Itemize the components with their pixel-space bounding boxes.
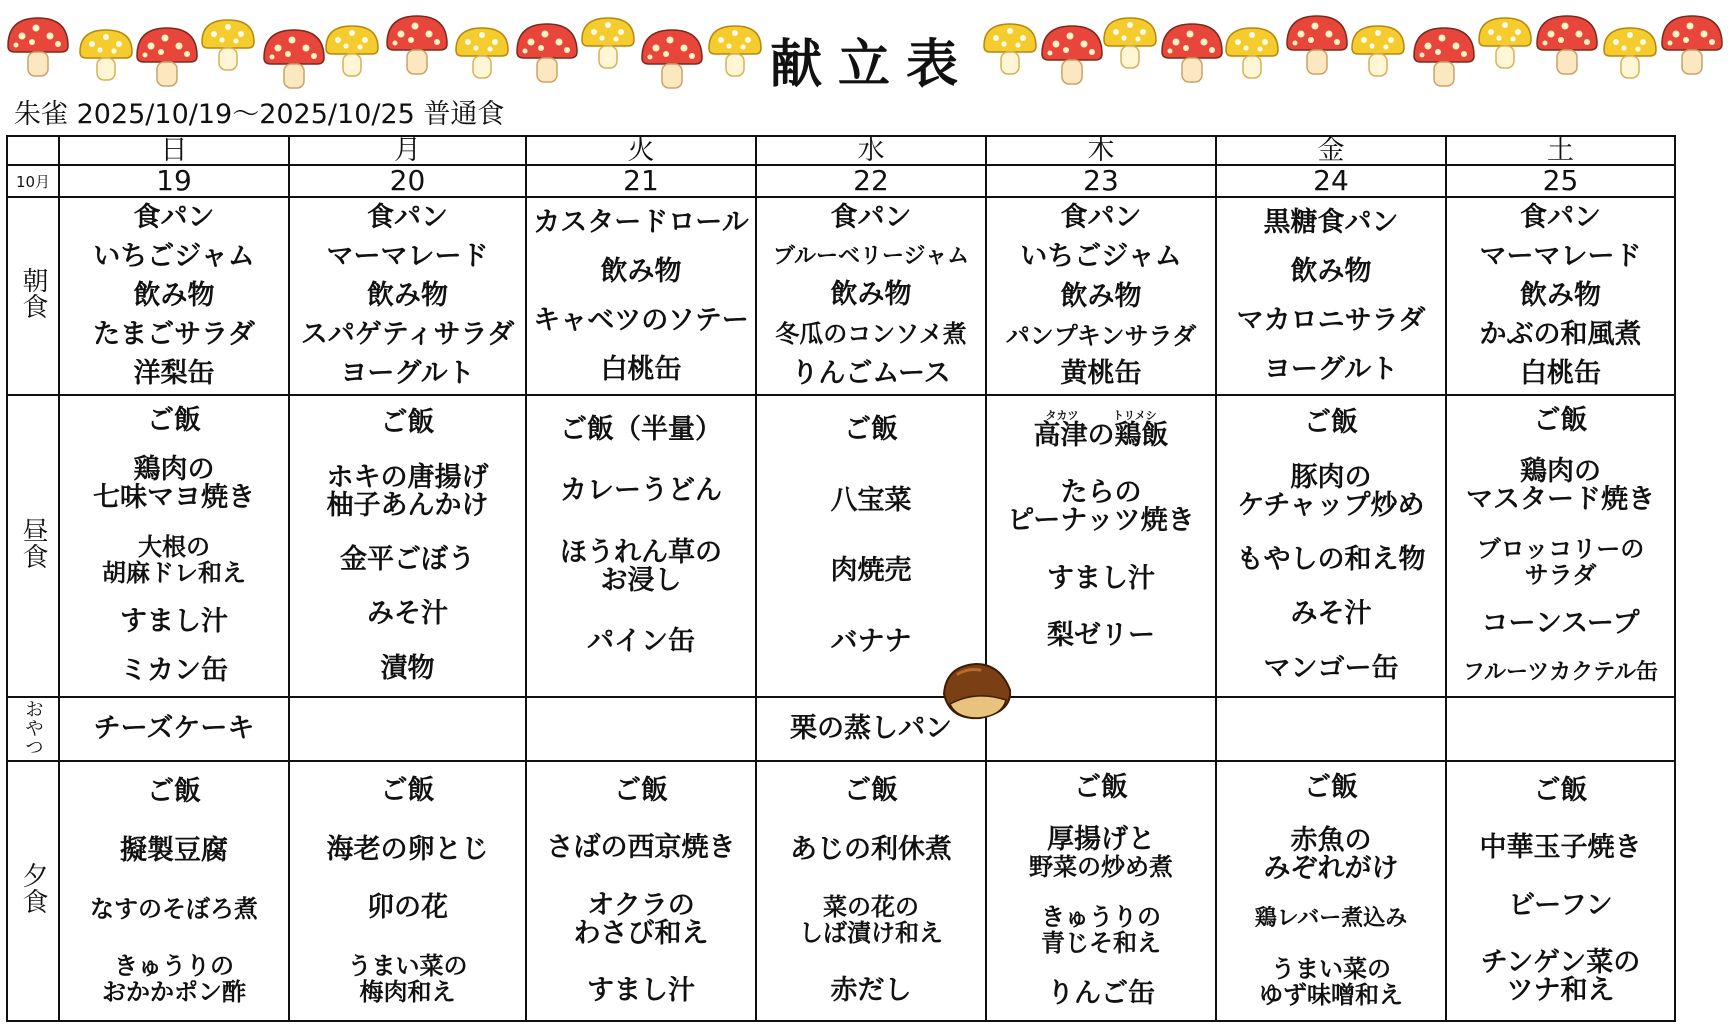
menu-item: チーズケーキ — [93, 713, 255, 744]
menu-item: ご飯 — [1074, 772, 1128, 803]
menu-item-group — [1034, 410, 1169, 450]
menu-item: りんご缶 — [1047, 978, 1155, 1009]
menu-item: 鶏肉の — [133, 454, 215, 486]
menu-item: ご飯 — [614, 774, 668, 806]
menu-item: ご飯（半量） — [560, 414, 722, 445]
dinner-row — [7, 761, 1675, 1021]
menu-item: りんごムース — [791, 357, 951, 389]
breakfast-cell-fri — [1216, 197, 1446, 395]
menu-item: 梨ゼリー — [1047, 619, 1155, 651]
menu-item: ゆず味噌和え — [1259, 980, 1403, 1009]
breakfast-cell-mon — [289, 197, 526, 395]
corner-cell — [7, 136, 59, 165]
menu-item: 飲み物 — [1060, 280, 1142, 312]
menu-item: あじの利休煮 — [790, 833, 952, 865]
menu-item-group — [1029, 826, 1173, 880]
menu-item: うまい菜の — [1271, 954, 1391, 983]
menu-item: さばの西京焼き — [546, 832, 736, 864]
menu-item: ブルーベリージャム — [772, 243, 970, 269]
menu-item-group — [1466, 455, 1655, 515]
menu-item: 飲み物 — [1520, 279, 1601, 311]
menu-item: 金平ごぼう — [340, 543, 475, 575]
breakfast-cell-tue — [526, 197, 756, 395]
ruby-torimeshi: トリメシ — [1112, 409, 1157, 422]
menu-item: 白桃缶 — [600, 353, 682, 385]
breakfast-cell-wed — [756, 197, 986, 395]
menu-item: 洋梨缶 — [133, 358, 215, 390]
menu-item: チンゲン菜の — [1480, 947, 1641, 979]
date-20: 20 — [289, 165, 526, 197]
menu-item-group — [560, 536, 722, 596]
menu-item: 飲み物 — [600, 255, 682, 287]
menu-item: すまし汁 — [1047, 562, 1155, 594]
menu-item: サラダ — [1524, 560, 1597, 589]
menu-item: マーマレード — [326, 240, 489, 272]
page-title: 献立表 — [770, 35, 975, 95]
menu-item: 飲み物 — [830, 278, 912, 310]
lunch-cell-sat — [1446, 395, 1675, 697]
menu-item: ホキの唐揚げ — [326, 461, 489, 493]
menu-item: パンプキンサラダ — [1005, 321, 1197, 350]
menu-item: パイン缶 — [587, 625, 695, 657]
menu-item: すまし汁 — [587, 975, 695, 1007]
menu-item: ツナ和え — [1506, 975, 1615, 1007]
menu-item: 八宝菜 — [830, 484, 912, 516]
menu-item: 擬製豆腐 — [120, 834, 228, 866]
snack-cell-thu — [986, 697, 1216, 761]
weekday-tue: 火 — [526, 136, 756, 165]
menu-item: 赤魚の — [1290, 824, 1372, 856]
menu-item: 食パン — [367, 201, 448, 233]
menu-item: おかかポン酢 — [102, 977, 246, 1006]
menu-item: たらの — [1060, 477, 1142, 509]
breakfast-row — [7, 197, 1675, 395]
menu-item: 栗の蒸しパン — [790, 713, 952, 744]
weekday-sun: 日 — [59, 136, 289, 165]
menu-item-group — [102, 953, 246, 1005]
menu-item-group — [799, 894, 943, 946]
menu-item: 鶏肉の — [1520, 455, 1601, 487]
menu-item: きゅうりの — [114, 951, 234, 980]
menu-item: もやしの和え物 — [1236, 543, 1426, 575]
date-19: 19 — [59, 165, 289, 197]
snack-cell-sat — [1446, 697, 1675, 761]
menu-item: 豚肉の — [1290, 461, 1372, 493]
menu-item: ご飯 — [1533, 774, 1588, 806]
menu-item: 七味マヨ焼き — [93, 482, 255, 514]
lunch-label — [7, 395, 59, 697]
menu-item: マーマレード — [1479, 240, 1642, 272]
date-21: 21 — [526, 165, 756, 197]
menu-item: ご飯 — [380, 407, 435, 439]
dinner-label-text: 夕食 — [18, 861, 48, 914]
menu-item: 卯の花 — [367, 892, 448, 924]
menu-item: ご飯 — [380, 775, 435, 807]
menu-item: 食パン — [1060, 201, 1142, 233]
lunch-cell-wed — [756, 395, 986, 697]
lunch-cell-thu — [986, 395, 1216, 697]
menu-item-group — [1041, 904, 1161, 956]
menu-item-group — [1477, 536, 1645, 588]
lunch-row — [7, 395, 1675, 697]
menu-item: ご飯 — [844, 775, 898, 807]
menu-item: 野菜の炒め煮 — [1029, 853, 1173, 881]
weekday-row — [7, 136, 1675, 165]
snack-cell-fri — [1216, 697, 1446, 761]
date-row — [7, 165, 1675, 197]
menu-item-group — [1259, 956, 1403, 1008]
menu-item: 赤だし — [830, 974, 912, 1006]
menu-item: ほうれん草の — [560, 536, 722, 568]
weekday-sat: 土 — [1446, 136, 1675, 165]
date-24: 24 — [1216, 165, 1446, 197]
menu-item: きゅうりの — [1041, 903, 1161, 931]
weekday-thu: 木 — [986, 136, 1216, 165]
menu-item-group — [326, 461, 489, 521]
date-25: 25 — [1446, 165, 1675, 197]
menu-item: 食パン — [133, 201, 215, 233]
menu-item: ブロッコリーの — [1476, 534, 1645, 563]
menu-item: コーンスープ — [1481, 608, 1640, 640]
snack-cell-sun — [59, 697, 289, 761]
dinner-cell-mon — [289, 761, 526, 1021]
menu-item: ご飯 — [1533, 405, 1588, 437]
snack-cell-mon — [289, 697, 526, 761]
dinner-label — [7, 761, 59, 1021]
menu-item: いちごジャム — [1020, 241, 1182, 273]
menu-item: 高津の鶏飯 — [1033, 420, 1169, 451]
menu-item: うまい菜の — [347, 951, 468, 980]
menu-item: ご飯 — [1304, 772, 1358, 804]
menu-item-group — [1237, 461, 1425, 521]
menu-item: スパゲティサラダ — [300, 319, 515, 351]
dinner-cell-sun — [59, 761, 289, 1021]
menu-item: ピーナッツ焼き — [1007, 505, 1195, 537]
dinner-cell-thu — [986, 761, 1216, 1021]
menu-item: 鶏レバー煮込み — [1254, 906, 1408, 932]
menu-item: カスタードロール — [533, 206, 749, 238]
snack-row — [7, 697, 1675, 761]
menu-item-group — [348, 953, 468, 1005]
lunch-cell-sun — [59, 395, 289, 697]
menu-item-group — [102, 534, 246, 586]
snack-label-text: おやつ — [22, 698, 44, 756]
menu-item: しば漬け和え — [799, 919, 943, 948]
menu-item: ご飯 — [844, 414, 898, 445]
menu-item: フルーツカクテル缶 — [1462, 659, 1659, 685]
menu-item: すまし汁 — [120, 605, 228, 637]
menu-item: 冬瓜のコンソメ煮 — [775, 320, 967, 349]
menu-subtitle: 朱雀 2025/10/19〜2025/10/25 普通食 — [14, 99, 505, 130]
menu-item: 中華玉子焼き — [1479, 832, 1642, 864]
menu-item: ご飯 — [1304, 407, 1358, 439]
weekday-wed: 水 — [756, 136, 986, 165]
menu-item-group — [573, 889, 709, 949]
breakfast-label — [7, 197, 59, 395]
lunch-label-text: 昼食 — [18, 516, 48, 569]
menu-item: マンゴー缶 — [1263, 652, 1399, 684]
breakfast-cell-sun — [59, 197, 289, 395]
menu-item: 黄桃缶 — [1060, 358, 1142, 390]
ruby-takatsu: タカツ — [1045, 409, 1079, 422]
menu-item: ヨーグルト — [1263, 353, 1399, 385]
lunch-cell-fri — [1216, 395, 1446, 697]
menu-item-group — [93, 456, 255, 512]
breakfast-cell-sat — [1446, 197, 1675, 395]
menu-item: ミカン缶 — [120, 655, 228, 687]
menu-item-group — [1263, 824, 1399, 884]
dinner-cell-tue — [526, 761, 756, 1021]
menu-item: みそ汁 — [367, 598, 448, 630]
menu-item: 青じそ和え — [1041, 929, 1161, 957]
menu-item: キャベツのソテー — [533, 304, 749, 336]
menu-item: みぞれがけ — [1263, 852, 1399, 884]
menu-item: オクラの — [587, 889, 695, 921]
menu-item: 菜の花の — [823, 893, 919, 922]
menu-item: たまごサラダ — [93, 319, 255, 351]
menu-item: 大根の — [138, 532, 210, 561]
weekday-fri: 金 — [1216, 136, 1446, 165]
menu-item: お浸し — [600, 564, 682, 596]
menu-item: 肉焼売 — [830, 555, 912, 587]
chestnut-icon — [940, 660, 1014, 722]
menu-item: マカロニサラダ — [1236, 304, 1426, 336]
dinner-cell-wed — [756, 761, 986, 1021]
menu-item: マスタード焼き — [1466, 483, 1655, 515]
menu-item: ご飯 — [147, 404, 201, 436]
menu-item: カレーうどん — [560, 475, 722, 507]
menu-item: いちごジャム — [93, 240, 255, 272]
menu-item: ご飯 — [147, 775, 201, 807]
menu-item: 黒糖食パン — [1263, 206, 1399, 238]
menu-item: 白桃缶 — [1520, 358, 1601, 390]
menu-item: 漬物 — [380, 652, 435, 684]
dinner-cell-sat — [1446, 761, 1675, 1021]
menu-item: バナナ — [830, 625, 912, 657]
menu-table — [6, 135, 1676, 1022]
menu-item: 飲み物 — [367, 279, 448, 311]
menu-item: なすのそぼろ煮 — [90, 894, 258, 923]
lunch-cell-mon — [289, 395, 526, 697]
menu-item: ヨーグルト — [340, 358, 475, 390]
menu-item: わさび和え — [573, 917, 709, 949]
menu-item: 厚揚げと — [1047, 824, 1155, 855]
dinner-cell-fri — [1216, 761, 1446, 1021]
date-23: 23 — [986, 165, 1216, 197]
menu-item-group — [1007, 479, 1194, 535]
menu-item-group — [1481, 949, 1641, 1005]
menu-item: かぶの和風煮 — [1479, 319, 1642, 351]
menu-item: みそ汁 — [1290, 598, 1372, 630]
snack-cell-tue — [526, 697, 756, 761]
breakfast-label-text: 朝食 — [18, 266, 48, 319]
month-label: 10月 — [7, 165, 59, 197]
snack-label — [7, 697, 59, 761]
menu-item: 食パン — [830, 202, 912, 234]
menu-item: 梅肉和え — [359, 977, 456, 1006]
breakfast-cell-thu — [986, 197, 1216, 395]
menu-item: 柚子あんかけ — [326, 489, 489, 521]
menu-item: 胡麻ドレ和え — [102, 558, 246, 587]
date-22: 22 — [756, 165, 986, 197]
menu-item: 海老の卵とじ — [326, 833, 489, 865]
weekday-mon: 月 — [289, 136, 526, 165]
menu-item: 飲み物 — [1290, 255, 1372, 287]
menu-item: ケチャップ炒め — [1237, 489, 1425, 521]
lunch-cell-tue — [526, 395, 756, 697]
menu-item: ビーフン — [1508, 889, 1613, 921]
menu-item: 飲み物 — [133, 279, 215, 311]
menu-item: 食パン — [1520, 201, 1601, 233]
